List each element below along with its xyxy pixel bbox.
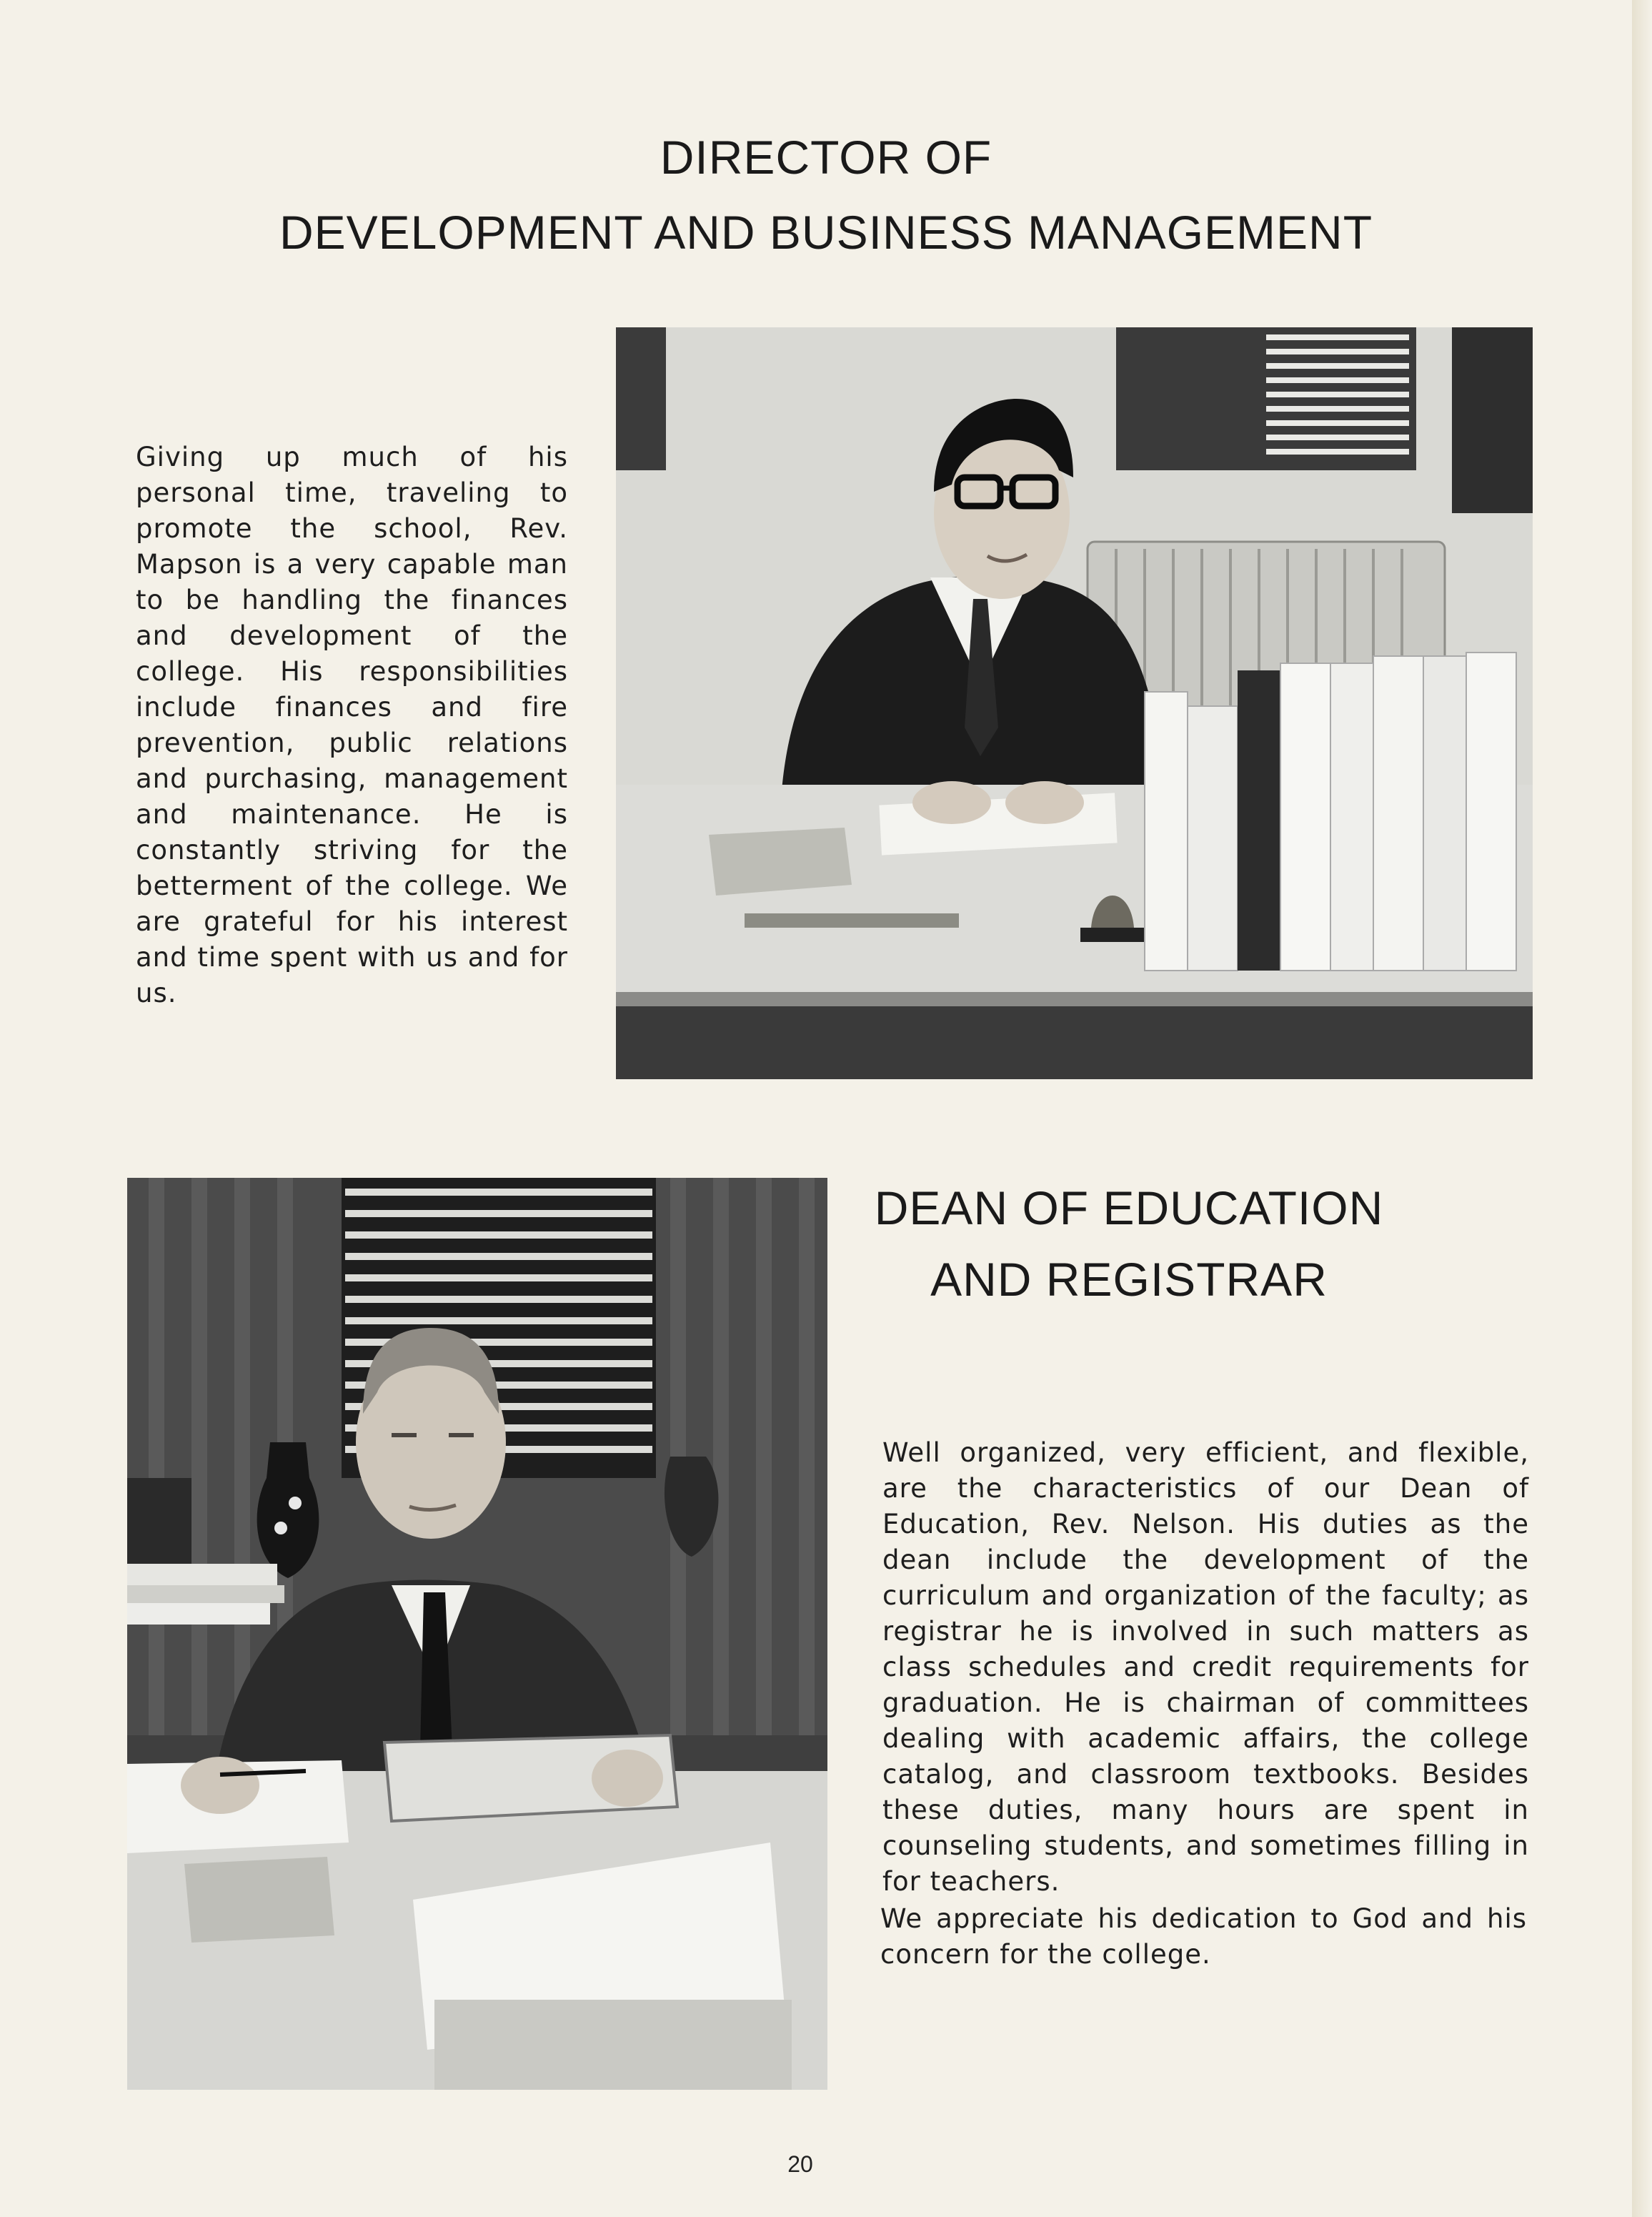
dean-title-line1: DEAN OF EDUCATION [874, 1181, 1384, 1234]
dean-photo [127, 1178, 827, 2090]
director-description: Giving up much of his personal time, traveling to promote the school, Rev. Mapson is a very capable man to be handling the finances and development of the college. His responsibilities include finances and fire prevention, public relations and purchasing, management and maintenance. He is constantly striving for the betterment of the college. We are grateful for his interest and time spent with us and for us. [136, 442, 568, 1008]
dean-appreciation: We appreciate his dedication to God and his concern for the college. [880, 1903, 1527, 1970]
director-photo [616, 327, 1533, 1079]
page-number: 20 [787, 2151, 813, 2177]
director-title-line2: DEVELOPMENT AND BUSINESS MANAGEMENT [279, 206, 1373, 259]
page-edge [1632, 0, 1652, 2217]
director-title-line1: DIRECTOR OF [660, 131, 992, 184]
dean-title-line2: AND REGISTRAR [930, 1253, 1328, 1306]
dean-description: Well organized, very efficient, and flexible, are the characteristics of our Dean of Education, Rev. Nelson. His duties as the dean include the development of the curriculum and organization of the faculty; as registrar he is involved in such matters as class schedules and credit requirements for graduation. He is chairman of committees dealing with academic affairs, the college catalog, and classroom textbooks. Besides these duties, many hours are spent in counseling students, and sometimes filling in for teachers. [882, 1437, 1529, 1897]
